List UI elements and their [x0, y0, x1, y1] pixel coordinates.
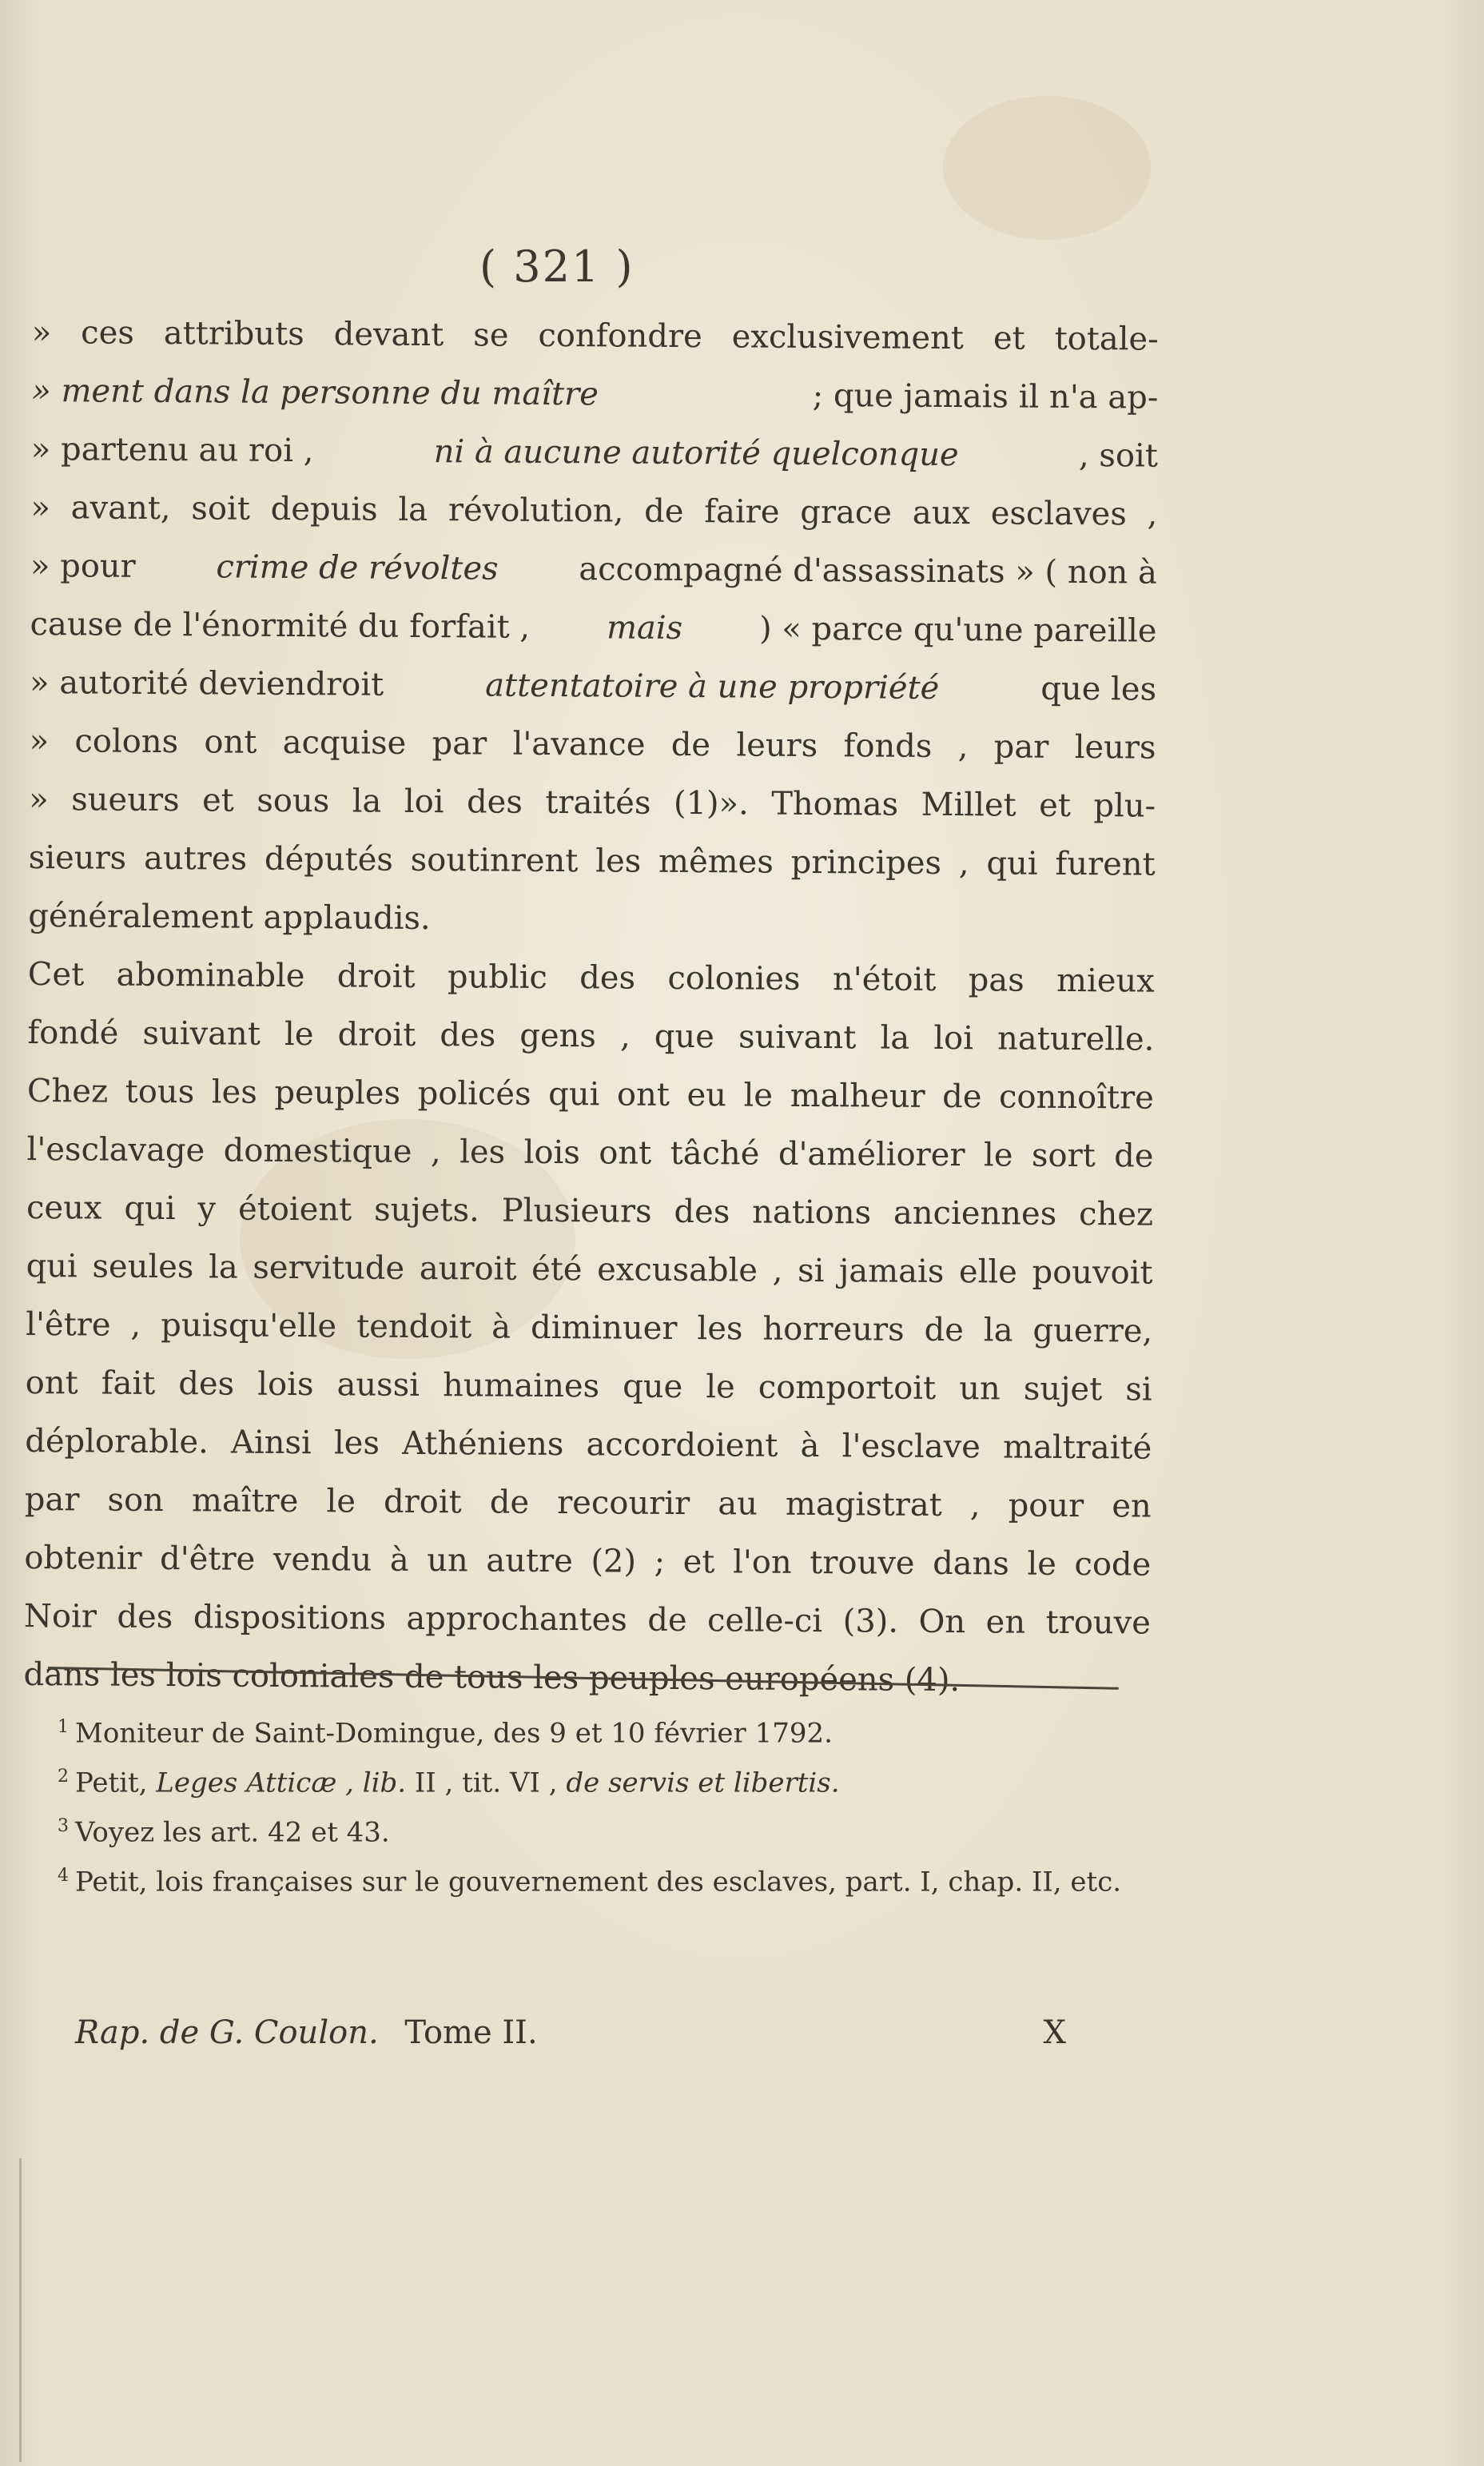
- word: l'avance: [512, 725, 646, 763]
- word: de: [647, 1601, 687, 1639]
- word: totale-: [1054, 320, 1159, 358]
- word: suivant: [738, 1018, 857, 1057]
- word: des: [440, 1017, 496, 1054]
- word: droit: [383, 1483, 462, 1521]
- word: colonies: [667, 959, 801, 998]
- word: confondre: [538, 317, 702, 356]
- word: la: [352, 783, 382, 820]
- word: un: [959, 1370, 1001, 1408]
- text-line: [24, 1588, 1151, 1653]
- word: par: [993, 728, 1049, 766]
- word: guerre,: [1032, 1312, 1153, 1350]
- word: exclusivement: [731, 318, 965, 357]
- text-segment: dans les lois coloniales de tous les peuples européens (4).: [23, 1655, 961, 1699]
- word: loi: [933, 1019, 974, 1058]
- footnote-text: de servis et libertis.: [566, 1767, 840, 1799]
- word: soit: [191, 490, 251, 528]
- text-line: [30, 596, 1156, 661]
- text-segment: , soit: [1078, 437, 1158, 475]
- word: abominable: [116, 956, 305, 995]
- signature-mark: X: [1043, 2014, 1066, 2051]
- word: maltraité: [1002, 1428, 1152, 1467]
- text-line: [30, 537, 1157, 603]
- page-edge-mark: [19, 2158, 22, 2462]
- word: se: [473, 317, 509, 354]
- footnote-text: Leges Atticæ , lib.: [156, 1767, 415, 1799]
- word: nations: [752, 1193, 872, 1232]
- word: le: [983, 1137, 1013, 1174]
- text-segment: que les: [1040, 670, 1157, 708]
- text-line: [27, 1062, 1154, 1128]
- word: »: [31, 313, 52, 352]
- word: des: [674, 1193, 730, 1231]
- word: aux: [912, 494, 971, 532]
- word: lois: [523, 1133, 580, 1172]
- text-line: [28, 887, 1155, 953]
- word: Noir: [23, 1597, 97, 1635]
- word: approchantes: [406, 1600, 627, 1639]
- text-line: [26, 1121, 1153, 1186]
- text-line: [30, 654, 1156, 719]
- text-line: [31, 420, 1158, 486]
- word: le: [743, 1077, 774, 1114]
- word: sueurs: [71, 781, 180, 819]
- word: ,: [772, 1252, 783, 1289]
- word: l'on: [732, 1544, 792, 1581]
- word: ,: [957, 728, 969, 766]
- text-line: [27, 1004, 1154, 1070]
- word: la: [398, 491, 428, 529]
- word: y: [197, 1190, 217, 1228]
- word: des: [178, 1365, 235, 1403]
- word: l'esclavage: [26, 1130, 205, 1169]
- text-segment: » pour: [30, 547, 136, 585]
- word: par: [24, 1480, 80, 1519]
- word: soutinrent: [410, 841, 579, 880]
- word: devant: [333, 316, 444, 354]
- text-line: [26, 1237, 1152, 1303]
- text-line: [28, 946, 1155, 1011]
- word: eu: [686, 1077, 727, 1114]
- word: déplorable.: [25, 1422, 209, 1461]
- word: ces: [81, 314, 134, 352]
- word: magistrat: [785, 1485, 942, 1524]
- word: le: [1027, 1545, 1057, 1583]
- footnote: [58, 1752, 1120, 1802]
- word: à: [800, 1427, 820, 1465]
- word: leurs: [1074, 728, 1156, 767]
- word: naturelle.: [997, 1020, 1155, 1058]
- word: grace: [800, 493, 893, 532]
- word: recourir: [557, 1484, 690, 1523]
- word: fait: [101, 1364, 156, 1402]
- text-segment: généralement applaudis.: [28, 897, 431, 938]
- footnote-text: Moniteur de Saint-Domingue, des 9 et 10 février 1792.: [75, 1717, 833, 1750]
- word: si: [1125, 1371, 1152, 1408]
- word: plu-: [1093, 787, 1156, 825]
- text-line: [26, 1179, 1153, 1245]
- word: maître: [191, 1482, 299, 1520]
- word: pour: [1008, 1487, 1084, 1525]
- text-line: [31, 362, 1158, 428]
- word: Plusieurs: [501, 1192, 652, 1230]
- word: la: [983, 1312, 1013, 1349]
- paper-stain: [943, 96, 1151, 240]
- word: faire: [704, 493, 780, 531]
- word: obtenir: [24, 1539, 142, 1577]
- word: trouve: [810, 1544, 915, 1582]
- word: celle-ci: [706, 1602, 823, 1640]
- word: la: [208, 1249, 238, 1286]
- word: humaines: [442, 1367, 600, 1405]
- text-line: [25, 1412, 1152, 1478]
- word: qui: [548, 1075, 600, 1113]
- word: sujets.: [373, 1191, 479, 1229]
- word: le: [284, 1015, 314, 1054]
- word: de: [644, 492, 684, 530]
- word: n'étoit: [832, 961, 937, 998]
- word: ont: [616, 1076, 670, 1113]
- word: sous: [257, 782, 330, 820]
- word: horreurs: [762, 1310, 905, 1349]
- word: comportoit: [758, 1368, 937, 1407]
- word: autres: [143, 839, 248, 878]
- word: des: [117, 1598, 173, 1636]
- text-line: [26, 1296, 1152, 1361]
- word: l'être: [26, 1305, 111, 1344]
- word: mieux: [1056, 962, 1155, 1000]
- word: ;: [654, 1543, 666, 1580]
- word: tâché: [670, 1134, 760, 1173]
- word: gens: [519, 1017, 597, 1055]
- word: qui: [986, 845, 1038, 882]
- text-line: [26, 1354, 1152, 1420]
- word: au: [718, 1485, 758, 1523]
- word: à: [491, 1309, 511, 1346]
- text-segment: mais: [606, 609, 683, 647]
- word: droit: [337, 1016, 416, 1054]
- word: sort: [1031, 1137, 1096, 1175]
- text-segment: crime de révoltes: [216, 548, 499, 588]
- signature-left: [75, 2014, 538, 2051]
- word: en: [1112, 1488, 1152, 1525]
- text-segment: accompagné d'assassinats » ( non à: [579, 551, 1158, 592]
- word: loi: [404, 783, 444, 821]
- footnote-number: 4: [58, 1866, 69, 1886]
- word: ceux: [26, 1189, 102, 1227]
- word: connoître: [998, 1078, 1154, 1117]
- word: public: [447, 958, 548, 996]
- word: On: [918, 1603, 966, 1641]
- word: esclaves: [990, 495, 1127, 533]
- word: Cet: [27, 955, 85, 994]
- word: et: [1039, 787, 1072, 824]
- text-segment: ) « parce qu'une pareille: [758, 610, 1157, 650]
- word: le: [326, 1483, 356, 1520]
- word: furent: [1055, 845, 1156, 883]
- text-segment: attentatoire à une propriété: [485, 667, 940, 707]
- signature-line: [75, 2014, 1066, 2051]
- word: droit: [336, 958, 416, 995]
- footnote-text: II , tit. VI ,: [414, 1767, 567, 1799]
- text-segment: cause de l'énormité du forfait ,: [30, 605, 531, 646]
- word: principes: [790, 843, 942, 882]
- text-segment: ni à aucune autorité quelconque: [433, 433, 959, 474]
- word: leurs: [736, 727, 818, 765]
- word: tous: [125, 1073, 195, 1111]
- word: Chez: [26, 1072, 109, 1110]
- word: avant,: [70, 489, 171, 528]
- word: jamais: [838, 1253, 945, 1290]
- word: dispositions: [193, 1599, 387, 1637]
- word: domestique: [223, 1132, 412, 1170]
- word: qui: [124, 1189, 176, 1228]
- page-number: ( 321 ): [479, 241, 635, 292]
- text-segment: » ment dans la personne du maître: [31, 372, 599, 413]
- text-line: [29, 771, 1156, 836]
- word: en: [985, 1603, 1026, 1641]
- word: députés: [264, 840, 393, 878]
- word: autre: [486, 1542, 573, 1580]
- word: lois: [257, 1365, 314, 1404]
- word: accordoient: [586, 1426, 778, 1464]
- word: et: [993, 320, 1025, 357]
- word: ,: [1147, 496, 1158, 533]
- word: diminuer: [530, 1309, 678, 1347]
- word: Athéniens: [402, 1424, 564, 1464]
- word: tendoit: [356, 1308, 472, 1346]
- word: de: [942, 1078, 982, 1116]
- word: pas: [968, 962, 1024, 999]
- word: par: [432, 725, 487, 763]
- word: colons: [74, 723, 179, 761]
- word: ,: [430, 1133, 441, 1171]
- word: des: [579, 959, 636, 997]
- word: que: [623, 1368, 683, 1405]
- signature-author: Rap. de G. Coulon.: [75, 2014, 379, 2051]
- word: (1)».: [673, 784, 749, 823]
- word: les: [460, 1133, 506, 1171]
- word: les: [697, 1310, 743, 1348]
- word: suivant: [142, 1014, 261, 1053]
- text-segment: ; que jamais il n'a ap-: [812, 376, 1159, 416]
- word: ont: [25, 1364, 78, 1402]
- word: attributs: [163, 315, 304, 353]
- word: révolution,: [448, 492, 624, 530]
- word: l'esclave: [841, 1428, 981, 1466]
- text-line: [29, 829, 1156, 894]
- word: été: [531, 1250, 583, 1289]
- footnote: [58, 1802, 1120, 1851]
- footnote-number: 3: [58, 1816, 69, 1836]
- word: auroit: [419, 1249, 517, 1288]
- body-text: [23, 304, 1159, 1711]
- word: d'être: [159, 1540, 256, 1578]
- signature-tome: Tome II.: [404, 2014, 538, 2051]
- text-line: [30, 479, 1157, 544]
- word: si: [797, 1252, 825, 1290]
- word: ,: [958, 845, 969, 882]
- word: excusable: [597, 1251, 758, 1289]
- word: depuis: [270, 490, 378, 528]
- word: »: [29, 780, 49, 819]
- text-line: [25, 1471, 1152, 1536]
- word: le: [706, 1368, 735, 1406]
- footnote-text: Petit,: [75, 1767, 157, 1799]
- word: peuples: [274, 1074, 401, 1112]
- footnote: [58, 1851, 1120, 1901]
- word: qui: [26, 1247, 78, 1285]
- word: trouve: [1045, 1603, 1152, 1642]
- word: code: [1074, 1545, 1152, 1584]
- footnote-text: Voyez les art. 42 et 43.: [75, 1816, 390, 1849]
- text-line: [29, 712, 1156, 778]
- text-line: [32, 304, 1159, 369]
- word: seules: [92, 1248, 194, 1286]
- word: mêmes: [658, 843, 774, 881]
- word: un: [427, 1542, 468, 1580]
- footnote-number: 2: [58, 1767, 69, 1787]
- word: policés: [417, 1074, 531, 1113]
- word: ,: [969, 1487, 981, 1524]
- text-line: [24, 1529, 1151, 1595]
- word: de: [924, 1311, 965, 1349]
- word: de: [670, 726, 711, 764]
- word: de: [489, 1484, 530, 1521]
- text-segment: » partenu au roi ,: [30, 430, 314, 470]
- footnote: [58, 1703, 1120, 1752]
- word: la: [880, 1019, 910, 1057]
- word: elle: [958, 1253, 1018, 1291]
- word: fondé: [27, 1014, 119, 1052]
- word: vendu: [273, 1540, 372, 1579]
- footnote-text: Petit, lois françaises sur le gouvernement des esclaves, part. I, chap. II, etc.: [75, 1866, 1122, 1898]
- word: ,: [619, 1018, 631, 1055]
- word: les: [333, 1424, 380, 1462]
- footnotes: [58, 1703, 1120, 1901]
- word: dans: [933, 1544, 1010, 1583]
- word: anciennes: [893, 1194, 1057, 1233]
- word: que: [654, 1018, 715, 1056]
- word: ont: [204, 723, 257, 761]
- word: à: [389, 1541, 409, 1579]
- word: servitude: [253, 1249, 405, 1287]
- word: Millet: [921, 786, 1017, 824]
- word: des: [466, 783, 523, 821]
- word: aussi: [336, 1366, 420, 1404]
- word: »: [29, 722, 50, 760]
- word: son: [107, 1481, 165, 1520]
- word: Thomas: [771, 785, 899, 823]
- word: les: [595, 843, 642, 880]
- word: sujet: [1023, 1370, 1103, 1408]
- word: et: [682, 1544, 715, 1581]
- word: traités: [545, 783, 651, 822]
- word: de: [1114, 1137, 1154, 1175]
- word: fonds: [843, 727, 933, 765]
- footnote-number: 1: [58, 1717, 69, 1737]
- word: malheur: [790, 1077, 925, 1115]
- word: étoient: [237, 1190, 352, 1229]
- word: acquise: [282, 723, 407, 762]
- word: (2): [591, 1543, 637, 1580]
- text-segment: » autorité deviendroit: [29, 663, 384, 703]
- word: Ainsi: [230, 1424, 312, 1462]
- word: ont: [599, 1134, 652, 1172]
- word: »: [30, 488, 51, 527]
- word: et: [201, 782, 234, 819]
- word: (3).: [842, 1603, 899, 1640]
- word: d'améliorer: [778, 1135, 965, 1174]
- word: les: [211, 1074, 257, 1111]
- word: ,: [130, 1306, 141, 1344]
- word: puisqu'elle: [161, 1307, 337, 1345]
- word: pouvoit: [1032, 1253, 1153, 1292]
- word: chez: [1078, 1196, 1154, 1233]
- word: sieurs: [28, 839, 127, 877]
